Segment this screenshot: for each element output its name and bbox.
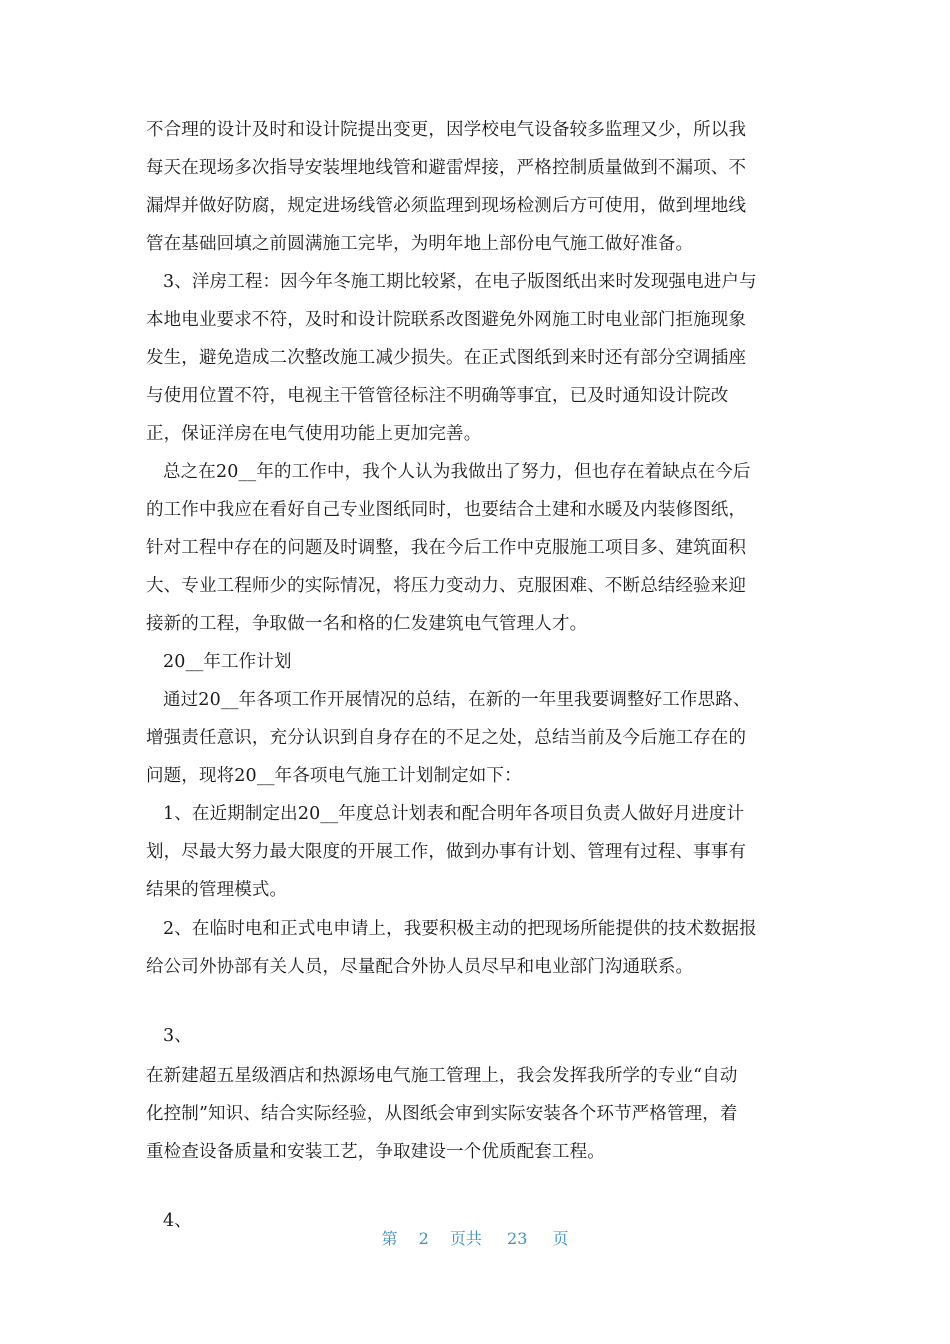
footer-suffix: 页 [552, 1229, 569, 1248]
paragraph-line: 的工作中我应在看好自己专业图纸同时，也要结合土建和水暖及内装修图纸， [146, 500, 747, 520]
paragraph-line: 在新建超五星级酒店和热源场电气施工管理上，我会发挥我所学的专业“自动 [146, 1066, 738, 1086]
paragraph-line: 2、在临时电和正式电申请上，我要积极主动的把现场所能提供的技术数据报 [163, 919, 757, 939]
paragraph-line: 接新的工程，争取做一名和格的仁发建筑电气管理人才。 [146, 614, 588, 634]
paragraph-line: 化控制”知识、结合实际经验，从图纸会审到实际安装各个环节严格管理，着 [146, 1104, 738, 1124]
footer-middle: 页共 [449, 1229, 482, 1248]
page-footer [0, 1226, 950, 1249]
paragraph-line: 每天在现场多次指导安装埋地线管和避雷焊接，严格控制质量做到不漏项、不 [146, 158, 747, 178]
paragraph-line: 给公司外协部有关人员，尽量配合外协人员尽早和电业部门沟通联系。 [146, 957, 694, 977]
paragraph-line: 管在基础回填之前圆满施工完毕，为明年地上部份电气施工做好准备。 [146, 234, 694, 254]
paragraph-line: 结果的管理模式。 [146, 880, 288, 900]
paragraph-line: 不合理的设计及时和设计院提出变更，因学校电气设备较多监理又少，所以我 [146, 120, 747, 140]
list-number: 3、 [163, 1026, 192, 1046]
list-number: 4、 [163, 1211, 192, 1231]
paragraph-line: 发生，避免造成二次整改施工减少损失。在正式图纸到来时还有部分空调插座 [146, 348, 747, 368]
paragraph-line: 重检查设备质量和安装工艺，争取建设一个优质配套工程。 [146, 1142, 605, 1162]
paragraph-line: 问题，现将20__年各项电气施工计划制定如下： [146, 766, 522, 786]
paragraph-line: 1、在近期制定出20__年度总计划表和配合明年各项目负责人做好月进度计 [163, 804, 745, 824]
footer-prefix: 第 [381, 1229, 398, 1248]
footer-page-number: 2 [418, 1229, 429, 1248]
footer-total-pages: 23 [507, 1229, 528, 1248]
paragraph-line: 总之在20__年的工作中，我个人认为我做出了努力，但也存在着缺点在今后 [163, 462, 751, 482]
paragraph-line: 与使用位置不符，电视主干管管径标注不明确等事宜，已及时通知设计院改 [146, 386, 729, 406]
paragraph-line: 划，尽最大努力最大限度的开展工作，做到办事有计划、管理有过程、事事有 [146, 842, 747, 862]
paragraph-line: 大、专业工程师少的实际情况，将压力变动力、克服困难、不断总结经验来迎 [146, 576, 747, 596]
paragraph-line: 通过20__年各项工作开展情况的总结，在新的一年里我要调整好工作思路、 [163, 690, 751, 710]
paragraph-line: 正，保证洋房在电气使用功能上更加完善。 [146, 424, 482, 444]
paragraph-line: 本地电业要求不符，及时和设计院联系改图避免外网施工时电业部门拒施现象 [146, 310, 747, 330]
paragraph-line: 3、洋房工程：因今年冬施工期比较紧，在电子版图纸出来时发现强电进户与 [163, 272, 757, 292]
paragraph-line: 漏焊并做好防腐，规定进场线管必须监理到现场检测后方可使用，做到埋地线 [146, 196, 747, 216]
section-heading: 20__年工作计划 [163, 652, 292, 672]
paragraph-line: 针对工程中存在的问题及时调整，我在今后工作中克服施工项目多、建筑面积 [146, 538, 747, 558]
paragraph-line: 增强责任意识，充分认识到自身存在的不足之处，总结当前及今后施工存在的 [146, 728, 747, 748]
